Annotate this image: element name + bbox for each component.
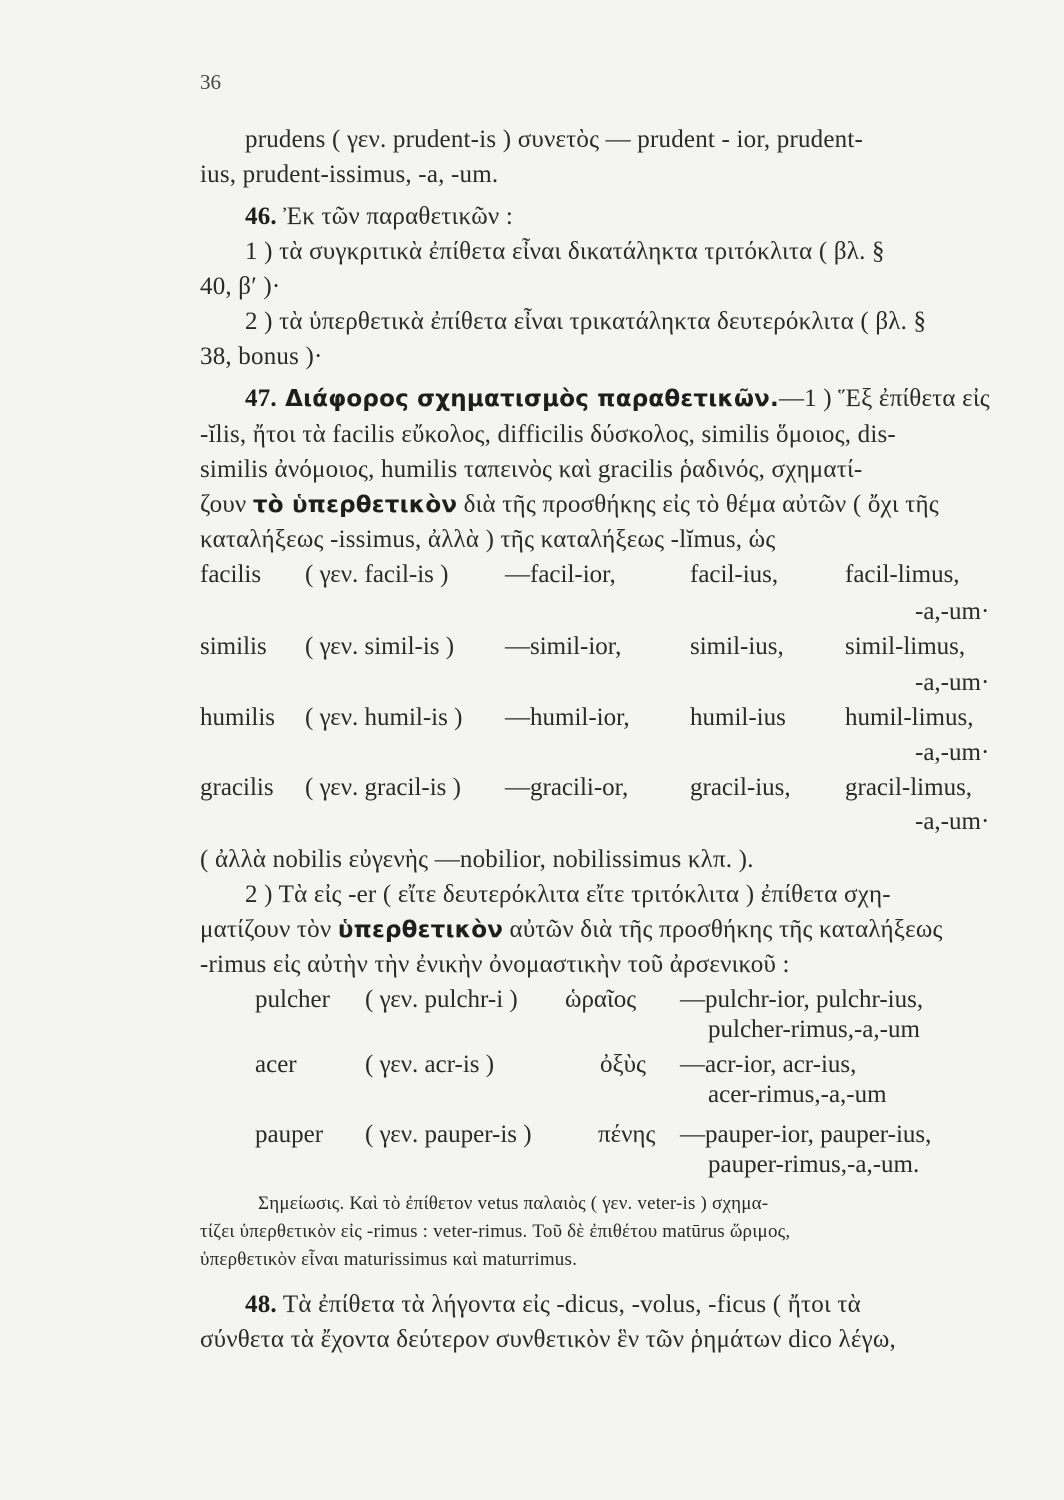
section-number: 47. (245, 385, 277, 412)
table-word: humilis (200, 704, 276, 731)
table-end: -a,-um· (915, 598, 990, 625)
page-number: 36 (200, 70, 221, 94)
table-sup: pulcher-rimus,-a,-um (708, 1016, 920, 1043)
table-forms: —pauper-ior, pauper-ius, (680, 1121, 932, 1148)
table-gen: ( γεν. pauper-is ) (365, 1121, 532, 1148)
text-line: similis ἀνόμοιος, humilis ταπεινὸς καὶ gracilis ῥαδινός, σχηματί- (200, 456, 863, 483)
table-sup: acer-rimus,-a,-um (708, 1081, 887, 1108)
note-line: ὑπερθετικὸν εἶναι maturissimus καὶ maturrimus. (200, 1249, 578, 1270)
text-line: ( ἀλλὰ nobilis εὐγενὴς —nobilior, nobilissimus κλπ. ). (200, 846, 754, 873)
table-greek: ὀξὺς (600, 1051, 646, 1078)
text-line: ζουν τὸ ὑπερθετικὸν διὰ τῆς προσθήκης εἰς τὸ θέμα αὐτῶν ( ὄχι τῆς (200, 491, 939, 518)
section-47-heading: 47. Διάφορος σχηματισμὸς παραθετικῶν.—1 ) Ἕξ ἐπίθετα εἰς (245, 385, 990, 412)
table-word: acer (255, 1051, 297, 1078)
table-forms: —pulchr-ior, pulchr-ius, (680, 986, 924, 1013)
table-adv: gracil-ius, (690, 774, 791, 801)
note-line: Σημείωσις. Καὶ τὸ ἐπίθετον vetus παλαιὸς ( γεν. veter-is ) σχημα- (258, 1193, 769, 1214)
text-line: ius, prudent-issimus, -a, -um. (200, 161, 499, 188)
table-greek: ὡραῖος (565, 986, 637, 1013)
section-48-heading: 48. Τὰ ἐπίθετα τὰ λήγοντα εἰς -dicus, -volus, -ficus ( ἤτοι τὰ (245, 1291, 861, 1318)
section-number: 46. (245, 203, 277, 230)
section-number: 48. (245, 1291, 277, 1318)
section-title: Διάφορος σχηματισμὸς παραθετικῶν. (276, 386, 779, 412)
text-line: 2 ) τὰ ὑπερθετικὰ ἐπίθετα εἶναι τρικατάληκτα δευτερόκλιτα ( βλ. § (245, 308, 927, 335)
text-line: 38, bonus )· (200, 343, 323, 370)
section-46-heading: 46. Ἐκ τῶν παραθετικῶν : (245, 203, 514, 230)
table-word: pauper (255, 1121, 324, 1148)
table-adv: humil-ius (690, 704, 786, 731)
table-comp: —facil-ior, (505, 561, 616, 588)
text-line: ματίζουν τὸν ὑπερθετικὸν αὐτῶν διὰ τῆς προσθήκης τῆς καταλήξεως (200, 916, 943, 943)
table-sup: simil-limus, (845, 633, 966, 660)
text-line: σύνθετα τὰ ἔχοντα δεύτερον συνθετικὸν ἓν τῶν ῥημάτων dico λέγω, (200, 1326, 896, 1353)
table-word: similis (200, 633, 267, 660)
emphasis: ὑπερθετικὸν (337, 917, 504, 943)
text-line: 2 ) Τὰ εἰς -er ( εἴτε δευτερόκλιτα εἴτε τριτόκλιτα ) ἐπίθετα σχη- (245, 881, 891, 908)
table-comp: —simil-ior, (505, 633, 622, 660)
table-comp: —gracili-or, (505, 774, 629, 801)
text-line: prudens ( γεν. prudent-is ) συνετὸς — prudent - ior, prudent- (245, 126, 864, 153)
text-line: 40, β′ )· (200, 273, 281, 300)
table-gen: ( γεν. acr-is ) (365, 1051, 495, 1078)
table-sup: pauper-rimus,-a,-um. (708, 1151, 920, 1178)
table-word: gracilis (200, 774, 274, 801)
table-gen: ( γεν. pulchr-i ) (365, 986, 518, 1013)
table-gen: ( γεν. simil-is ) (305, 633, 455, 660)
table-forms: —acr-ior, acr-ius, (680, 1051, 857, 1078)
table-sup: facil-limus, (845, 561, 960, 588)
table-adv: facil-ius, (690, 561, 779, 588)
table-greek: πένης (598, 1121, 656, 1148)
text-line: καταλήξεως -issimus, ἀλλὰ ) τῆς καταλήξεως -lĭmus, ὡς (200, 526, 776, 553)
table-gen: ( γεν. facil-is ) (305, 561, 449, 588)
table-sup: humil-limus, (845, 704, 974, 731)
note-line: τίζει ὑπερθετικὸν εἰς -rimus : veter-rimus. Τοῦ δὲ ἐπιθέτου matūrus ὥριμος, (200, 1221, 791, 1242)
table-word: facilis (200, 561, 262, 588)
table-gen: ( γεν. humil-is ) (305, 704, 463, 731)
table-word: pulcher (255, 986, 330, 1013)
text-line: 1 ) τὰ συγκριτικὰ ἐπίθετα εἶναι δικατάληκτα τριτόκλιτα ( βλ. § (245, 238, 885, 265)
table-end: -a,-um· (915, 669, 990, 696)
table-sup: gracil-limus, (845, 774, 973, 801)
table-comp: —humil-ior, (505, 704, 630, 731)
table-end: -a,-um· (915, 808, 990, 835)
table-gen: ( γεν. gracil-is ) (305, 774, 461, 801)
emphasis: τὸ ὑπερθετικὸν (252, 492, 458, 518)
text-line: -rimus εἰς αὐτὴν τὴν ἐνικὴν ὀνομαστικὴν τοῦ ἀρσενικοῦ : (200, 951, 790, 978)
text-line: -ĭlis, ἤτοι τὰ facilis εὔκολος, difficilis δύσκολος, similis ὅμοιος, dis- (200, 421, 896, 448)
table-adv: simil-ius, (690, 633, 784, 660)
table-end: -a,-um· (915, 739, 990, 766)
